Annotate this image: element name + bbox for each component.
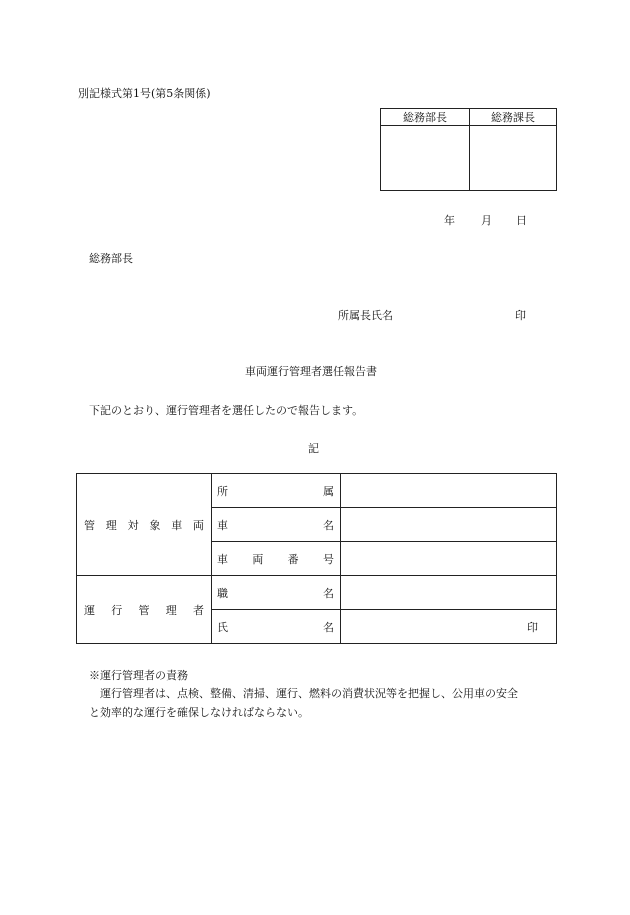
row-value-shimei[interactable]: 印 xyxy=(341,610,557,644)
signer-seal: 印 xyxy=(515,309,526,322)
document-title: 車両運行管理者選任報告書 xyxy=(245,365,377,378)
approval-box xyxy=(380,108,557,191)
approval-stamp-bucho[interactable] xyxy=(381,126,470,191)
group-label-vehicle: 管 理 対 象 車 両 xyxy=(77,474,212,576)
signer-label: 所属長氏名 xyxy=(338,309,393,322)
group-label-manager: 運 行 管 理 者 xyxy=(77,576,212,644)
row-label-shozoku: 所 属 xyxy=(212,474,341,508)
row-label-shimei: 氏 名 xyxy=(212,610,341,644)
note-line-2: と効率的な運行を確保しなければならない。 xyxy=(89,706,309,719)
date-year: 年 xyxy=(444,214,455,227)
row-value-shamei[interactable] xyxy=(341,508,557,542)
note-line-1: 運行管理者は、点検、整備、清掃、運行、燃料の消費状況等を把握し、公用車の安全 xyxy=(100,687,518,700)
main-table xyxy=(76,473,557,644)
row-label-sharyo-bango: 車 両 番 号 xyxy=(212,542,341,576)
approval-header-kacho: 総務課長 xyxy=(470,109,557,126)
row-value-shokumei[interactable] xyxy=(341,576,557,610)
form-label: 別記様式第1号(第5条関係) xyxy=(78,87,211,100)
date-month: 月 xyxy=(481,214,492,227)
approval-header-bucho: 総務部長 xyxy=(381,109,470,126)
row-label-shokumei: 職 名 xyxy=(212,576,341,610)
row-value-shozoku[interactable] xyxy=(341,474,557,508)
date-day: 日 xyxy=(516,214,527,227)
approval-stamp-kacho[interactable] xyxy=(470,126,557,191)
row-value-sharyo-bango[interactable] xyxy=(341,542,557,576)
row-label-shamei: 車 名 xyxy=(212,508,341,542)
intro-text: 下記のとおり、運行管理者を選任したので報告します。 xyxy=(89,404,364,417)
ki-mark: 記 xyxy=(308,442,319,455)
note-heading: ※運行管理者の責務 xyxy=(89,669,188,682)
addressee: 総務部長 xyxy=(89,252,133,265)
